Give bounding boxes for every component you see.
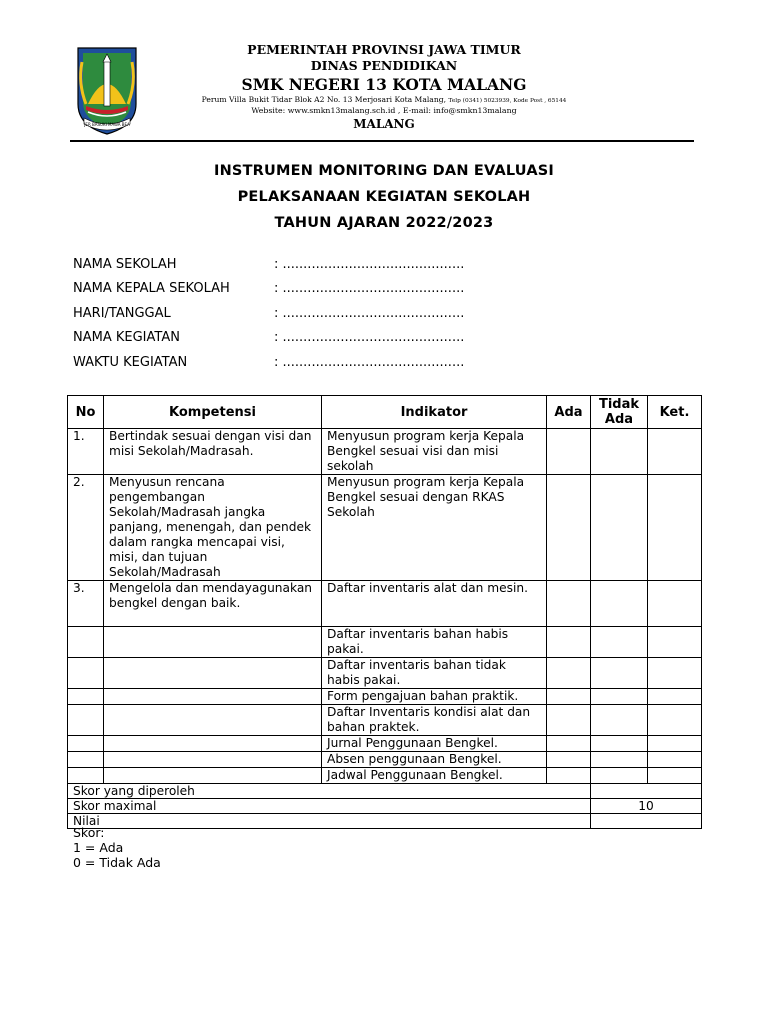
cell-no xyxy=(68,689,104,705)
cell-ket[interactable] xyxy=(648,736,702,752)
cell-kompetensi: Menyusun rencana pengembangan Sekolah/Madrasah jangka panjang, menengah, dan pendek dalam rangka mencapai visi, misi, dan tujuan Sekolah/Madrasah xyxy=(104,475,322,581)
cell-ket[interactable] xyxy=(648,658,702,689)
school-address: Perum Villa Bukit Tidar Blok A2 No. 13 Merjosari Kota Malang, Telp (0341) 5023939, Kode Post , 65144 xyxy=(201,95,567,104)
cell-ada[interactable] xyxy=(547,581,591,627)
cell-indikator: Absen penggunaan Bengkel. xyxy=(322,752,547,768)
header-ada: Ada xyxy=(547,396,591,429)
cell-no xyxy=(68,736,104,752)
table-row xyxy=(68,705,702,736)
cell-kompetensi xyxy=(104,689,322,705)
cell-ada[interactable] xyxy=(547,736,591,752)
cell-indikator: Menyusun program kerja Kepala Bengkel sesuai visi dan misi sekolah xyxy=(322,429,547,475)
cell-indikator: Daftar inventaris bahan habis pakai. xyxy=(322,627,547,658)
field-blank[interactable]: : ............................................ xyxy=(274,330,465,346)
cell-indikator: Jadwal Penggunaan Bengkel. xyxy=(322,768,547,784)
cell-ada[interactable] xyxy=(547,752,591,768)
cell-no: 2. xyxy=(68,475,104,581)
document-title xyxy=(70,158,698,236)
field-label: NAMA KEPALA SEKOLAH xyxy=(73,281,230,297)
legend-item: 0 = Tidak Ada xyxy=(73,855,161,870)
cell-ada[interactable] xyxy=(547,475,591,581)
table-row xyxy=(68,475,702,581)
header-kompetensi: Kompetensi xyxy=(104,396,322,429)
school-phone: Telp (0341) 5023939, Kode Post , 65144 xyxy=(448,98,567,104)
score-legend xyxy=(73,825,161,870)
cell-kompetensi xyxy=(104,658,322,689)
cell-kompetensi xyxy=(104,627,322,658)
field-blank[interactable]: : ............................................ xyxy=(274,257,465,272)
cell-ket[interactable] xyxy=(648,768,702,784)
cell-no: 1. xyxy=(68,429,104,475)
government-name: PEMERINTAH PROVINSI JAWA TIMUR xyxy=(247,42,521,57)
field-blank[interactable]: : ............................................ xyxy=(274,305,465,321)
summary-row-skor-maximal xyxy=(68,799,702,814)
table-header-row xyxy=(68,396,702,429)
cell-tidak-ada[interactable] xyxy=(591,475,648,581)
field-blank[interactable]: : ............................................ xyxy=(274,354,465,370)
cell-ket[interactable] xyxy=(648,689,702,705)
east-java-emblem-icon xyxy=(74,44,140,136)
summary-value: 10 xyxy=(591,799,702,814)
cell-ada[interactable] xyxy=(547,705,591,736)
table-row xyxy=(68,768,702,784)
summary-label: Skor maximal xyxy=(68,799,591,814)
cell-indikator: Daftar inventaris bahan tidak habis pakai. xyxy=(322,658,547,689)
cell-ket[interactable] xyxy=(648,429,702,475)
header-no: No xyxy=(68,396,104,429)
school-name: SMK NEGERI 13 KOTA MALANG xyxy=(241,75,527,94)
letterhead-divider xyxy=(70,140,694,142)
field-label: NAMA KEGIATAN xyxy=(73,330,180,346)
summary-label: Skor yang diperoleh xyxy=(68,784,591,799)
cell-indikator: Daftar Inventaris kondisi alat dan bahan praktek. xyxy=(322,705,547,736)
field-label: WAKTU KEGIATAN xyxy=(73,354,188,370)
cell-no xyxy=(68,705,104,736)
cell-ada[interactable] xyxy=(547,627,591,658)
summary-value[interactable] xyxy=(591,814,702,829)
table-row xyxy=(68,627,702,658)
summary-value[interactable] xyxy=(591,784,702,799)
cell-ket[interactable] xyxy=(648,752,702,768)
cell-kompetensi xyxy=(104,768,322,784)
cell-kompetensi xyxy=(104,752,322,768)
cell-indikator: Daftar inventaris alat dan mesin. xyxy=(322,581,547,627)
table-row xyxy=(68,429,702,475)
cell-ada[interactable] xyxy=(547,689,591,705)
cell-kompetensi xyxy=(104,736,322,752)
cell-no xyxy=(68,752,104,768)
cell-no xyxy=(68,658,104,689)
cell-ket[interactable] xyxy=(648,475,702,581)
summary-row-skor-diperoleh xyxy=(68,784,702,799)
header-indikator: Indikator xyxy=(322,396,547,429)
legend-title: Skor: xyxy=(73,825,105,840)
cell-kompetensi: Mengelola dan mendayagunakan bengkel dengan baik. xyxy=(104,581,322,627)
cell-tidak-ada[interactable] xyxy=(591,689,648,705)
cell-tidak-ada[interactable] xyxy=(591,658,648,689)
cell-tidak-ada[interactable] xyxy=(591,429,648,475)
cell-indikator: Jurnal Penggunaan Bengkel. xyxy=(322,736,547,752)
header-ket: Ket. xyxy=(648,396,702,429)
title-line-2: PELAKSANAAN KEGIATAN SEKOLAH xyxy=(237,189,531,205)
field-blank[interactable]: : ............................................ xyxy=(274,281,465,297)
cell-kompetensi: Bertindak sesuai dengan visi dan misi Sekolah/Madrasah. xyxy=(104,429,322,475)
cell-tidak-ada[interactable] xyxy=(591,768,648,784)
school-website: Website: www.smkn13malang.sch.id , E-mail: info@smkn13malang xyxy=(251,106,517,115)
table-row xyxy=(68,581,702,627)
table-row xyxy=(68,752,702,768)
legend-item: 1 = Ada xyxy=(73,840,124,855)
cell-no xyxy=(68,768,104,784)
table-row xyxy=(68,736,702,752)
table-row xyxy=(68,689,702,705)
cell-tidak-ada[interactable] xyxy=(591,736,648,752)
letterhead xyxy=(190,42,578,132)
cell-tidak-ada[interactable] xyxy=(591,581,648,627)
cell-ket[interactable] xyxy=(648,581,702,627)
field-label: HARI/TANGGAL xyxy=(73,305,171,321)
title-line-1: INSTRUMEN MONITORING DAN EVALUASI xyxy=(214,163,554,179)
cell-tidak-ada[interactable] xyxy=(591,752,648,768)
cell-no xyxy=(68,627,104,658)
cell-tidak-ada[interactable] xyxy=(591,627,648,658)
department-name: DINAS PENDIDIKAN xyxy=(310,58,458,73)
cell-ket[interactable] xyxy=(648,627,702,658)
cell-ada[interactable] xyxy=(547,429,591,475)
cell-kompetensi xyxy=(104,705,322,736)
monitoring-table xyxy=(67,395,702,829)
cell-indikator: Menyusun program kerja Kepala Bengkel sesuai dengan RKAS Sekolah xyxy=(322,475,547,581)
cell-tidak-ada[interactable] xyxy=(591,705,648,736)
cell-ada[interactable] xyxy=(547,768,591,784)
cell-no: 3. xyxy=(68,581,104,627)
summary-row-nilai xyxy=(68,814,702,829)
cell-ket[interactable] xyxy=(648,705,702,736)
cell-indikator: Form pengajuan bahan praktik. xyxy=(322,689,547,705)
title-line-3: TAHUN AJARAN 2022/2023 xyxy=(274,215,494,231)
table-row xyxy=(68,658,702,689)
cell-ada[interactable] xyxy=(547,658,591,689)
field-label: NAMA SEKOLAH xyxy=(73,257,177,272)
svg-text:JER BASUKI MAWA BEA: JER BASUKI MAWA BEA xyxy=(84,122,130,127)
header-tidak-ada: Tidak Ada xyxy=(591,396,648,429)
school-city: MALANG xyxy=(353,117,415,131)
summary-label: Nilai xyxy=(68,814,591,829)
